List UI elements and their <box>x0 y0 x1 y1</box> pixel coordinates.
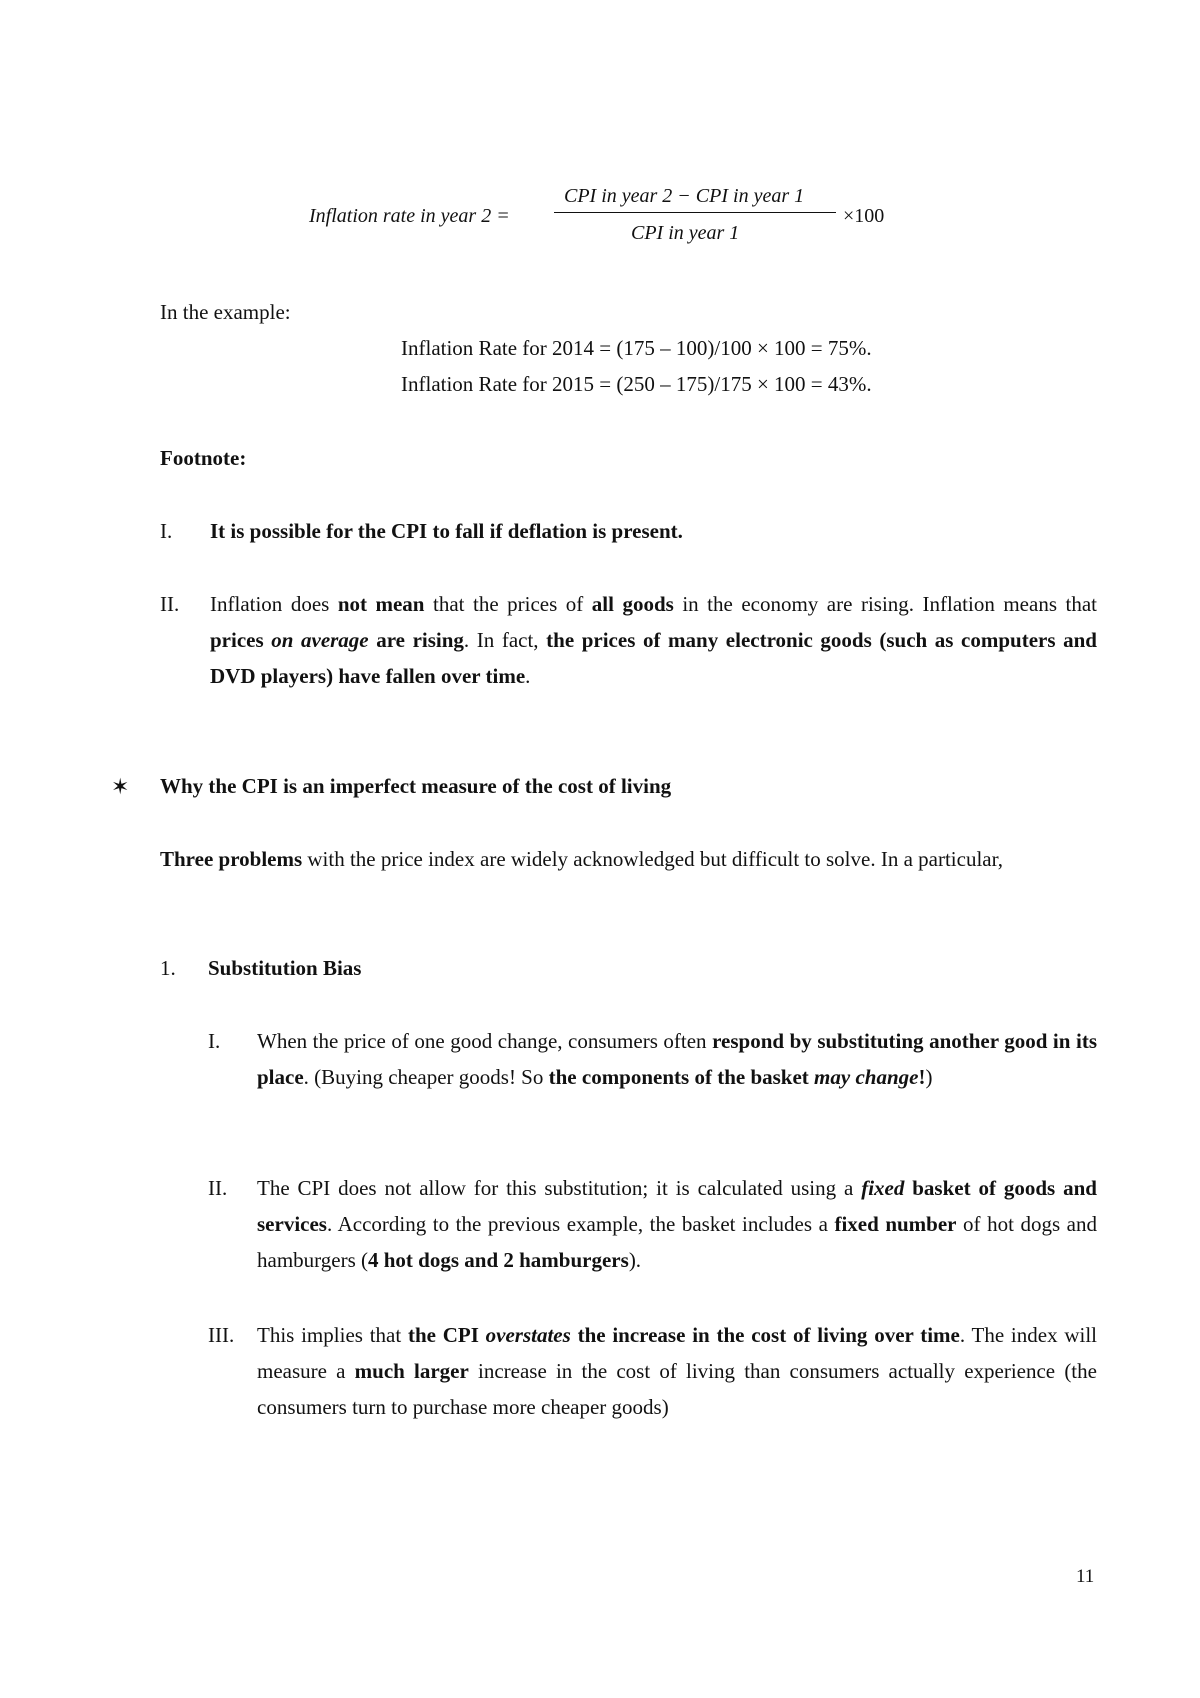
substitution-marker: 1. <box>160 956 176 980</box>
page-number: 11 <box>1076 1566 1095 1587</box>
substitution-iii-marker: III. <box>208 1323 235 1347</box>
star-bullet-icon: ✶ <box>111 774 130 799</box>
footnote-item2-text: Inflation does not mean that the prices of all goods in the economy are rising. Inflation means that prices on average are rising. In fact, the prices of many electronic goods (such as computers and DVD players) have fallen over time. <box>210 592 1097 688</box>
example-line-2015: Inflation Rate for 2015 = (250 – 175)/175 × 100 = 43%. <box>401 372 872 396</box>
footnote-item1-marker: I. <box>160 519 173 543</box>
footnote-title: Footnote: <box>160 446 247 470</box>
formula-denominator: CPI in year 1 <box>631 222 740 244</box>
substitution-ii-marker: II. <box>208 1176 228 1200</box>
formula-lhs: Inflation rate in year 2 = <box>309 205 510 227</box>
substitution-title: Substitution Bias <box>208 956 362 980</box>
substitution-ii-text: The CPI does not allow for this substitution; it is calculated using a fixed basket of goods and services. According to the previous example, the basket includes a fixed number of hot dogs and hamburgers (4 hot dogs and 2 hamburgers). <box>257 1176 1098 1272</box>
example-line-2014: Inflation Rate for 2014 = (175 – 100)/100 × 100 = 75%. <box>401 336 872 360</box>
example-intro: In the example: <box>160 300 291 324</box>
substitution-iii-text: This implies that the CPI overstates the increase in the cost of living over time. The index will measure a much larger increase in the cost of living than consumers actually experience (the consumers turn to purchase more cheaper goods) <box>257 1323 1097 1419</box>
section-intro: Three problems with the price index are widely acknowledged but difficult to solve. In a particular, <box>160 847 1004 871</box>
formula-multiplier: ×100 <box>843 205 885 227</box>
fraction-bar <box>554 212 836 213</box>
footnote-item1-text: It is possible for the CPI to fall if deflation is present. <box>210 519 683 543</box>
formula-numerator: CPI in year 2 − CPI in year 1 <box>564 185 805 207</box>
section-heading: Why the CPI is an imperfect measure of the cost of living <box>160 774 672 798</box>
substitution-i-marker: I. <box>208 1029 221 1053</box>
footnote-item2-marker: II. <box>160 592 180 616</box>
substitution-i-text: When the price of one good change, consumers often respond by substituting another good in its place. (Buying cheaper goods! So the components of the basket may change!) <box>257 1029 1097 1089</box>
